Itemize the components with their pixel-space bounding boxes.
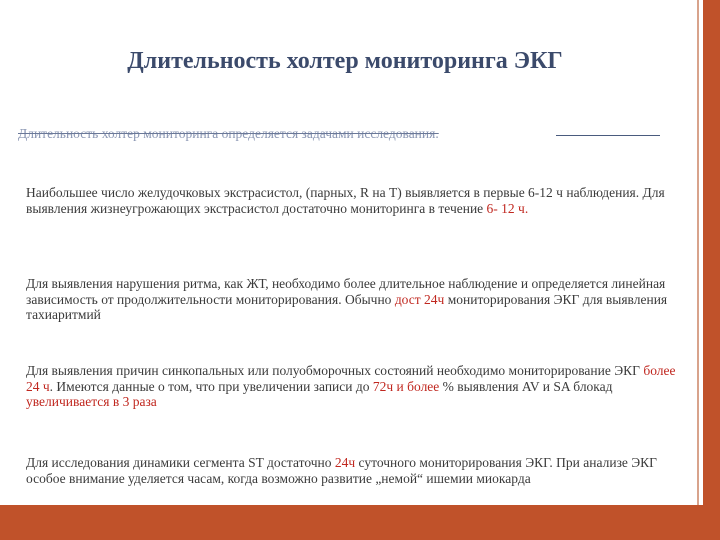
paragraph-text: мониторирования ЭКГ для выявления тахиаритмий	[26, 291, 668, 322]
right-accent-bar	[703, 0, 720, 540]
paragraph-text: . Имеются данные о том, что при увеличении записи до	[49, 378, 373, 394]
paragraph-rhythm-disorders	[26, 276, 690, 323]
highlight-duration: более 24 ч	[26, 363, 676, 394]
right-divider-line	[697, 0, 699, 540]
paragraph-text: суточного мониторирования ЭКГ. При анализе ЭКГ особое внимание уделяется часам, когда возможно развитие „немой“ ишемии миокарда	[26, 455, 657, 486]
highlight-duration: 72ч и более	[372, 378, 440, 394]
slide-title: Длительность холтер мониторинга ЭКГ	[127, 48, 563, 74]
highlight-duration: 6- 12 ч.	[486, 200, 529, 216]
highlight-increase: увеличивается в 3 раза	[26, 394, 157, 409]
paragraph-syncope	[26, 363, 690, 410]
paragraph-text: Наибольшее число желудочковых экстрасистол, (парных, R на Т) выявляется в первые 6-12 ч наблюдения. Для выявления жизнеугрожающих экстрасистол достаточно мониторинга в течение	[26, 185, 665, 216]
paragraph-text: Для исследования динамики сегмента ST достаточно	[26, 455, 335, 470]
slide-subtitle: Длительность холтер мониторинга определяется задачами исследования.	[18, 126, 439, 141]
paragraph-st-segment	[26, 455, 690, 486]
highlight-duration: 24ч	[334, 455, 356, 470]
paragraph-ventricular-extrasystoles	[26, 185, 690, 216]
paragraph-text: % выявления AV и SA блокад	[439, 378, 613, 394]
bottom-accent-bar	[0, 505, 720, 540]
paragraph-text: Для выявления нарушения ритма, как ЖТ, необходимо более длительное наблюдение и определяется линейная зависимость от продолжительности мониторирования. Обычно	[26, 276, 666, 307]
paragraph-text: Для выявления причин синкопальных или полуобморочных состояний необходимо мониторирование ЭКГ	[26, 363, 644, 378]
subtitle-underline	[556, 135, 660, 136]
highlight-duration: дост 24ч	[394, 291, 445, 307]
